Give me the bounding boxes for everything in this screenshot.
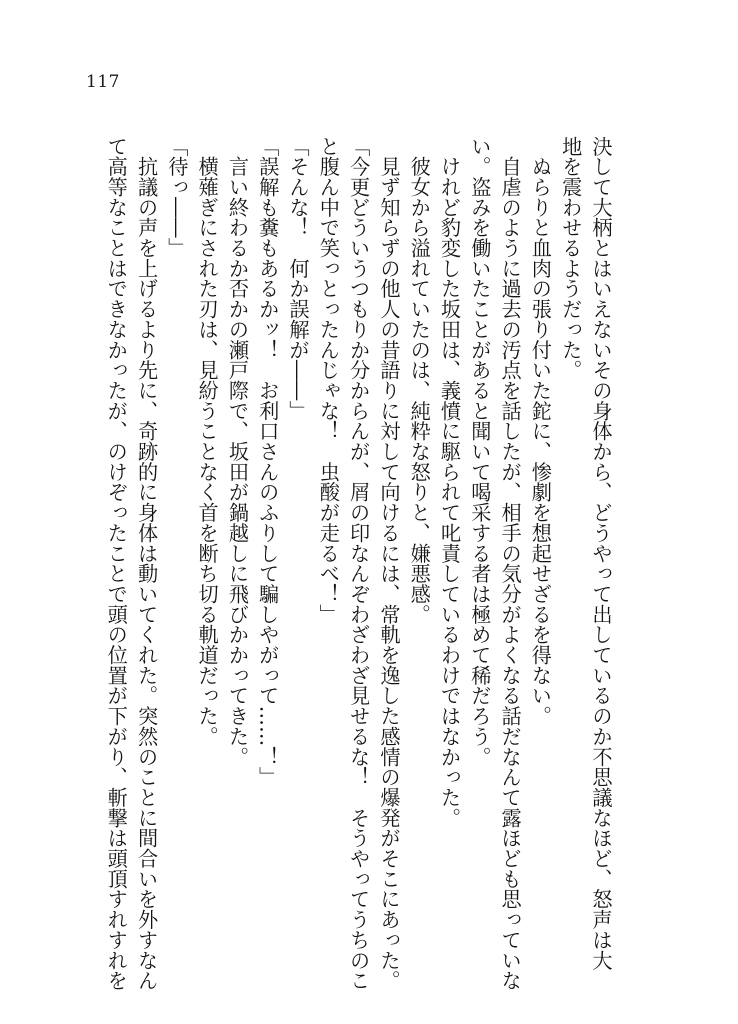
vertical-body-text [104, 136, 616, 991]
text-line: 地を震わせるようだった。 [558, 136, 583, 381]
text-line: 見ず知らずの他人の昔語りに対して向けるには、常軌を逸した感情の爆発がそこにあった。 [376, 136, 401, 991]
page-number: 117 [86, 72, 120, 92]
text-line: い。盗みを働いたことがあると聞いて喝采する者は極めて稀だろう。 [467, 136, 492, 767]
text-line: 「誤解も糞もあるかッ！ お利口さんのふりして騙しやがって……！」 [255, 136, 280, 788]
text-line: ぬらりと血肉の張り付いた鉈に、惨劇を想起せざるを得ない。 [528, 136, 553, 727]
text-line: て高等なことはできなかったが、のけぞったことで頭の位置が下がり、斬撃は頭頂すれすれを [104, 136, 129, 991]
text-line: 横薙ぎにされた刃は、見紛うことなく首を断ち切る軌道だった。 [195, 136, 220, 747]
text-line: けれど豹変した坂田は、義憤に駆られて叱責しているわけではなかった。 [437, 136, 462, 828]
text-line: 「今更どういうつもりか分からんが、屑の印なんぞわざわざ見せるな！ そうやってうちのこ [346, 136, 371, 991]
text-line: 抗議の声を上げるより先に、奇跡的に身体は動いてくれた。突然のことに間合いを外すなん [134, 136, 159, 991]
text-line: 「待っ――」 [164, 136, 189, 259]
text-line: 自虐のように過去の汚点を話したが、相手の気分がよくなる話だなんて露ほども思っていな [498, 136, 523, 991]
text-line: 言い終わるか否かの瀬戸際で、坂田が鍋越しに飛びかかってきた。 [225, 136, 250, 767]
text-line: 彼女から溢れていたのは、純粋な怒りと、嫌悪感。 [407, 136, 432, 625]
text-line: 決して大柄とはいえないその身体から、どうやって出しているのか不思議なほど、怒声は大 [589, 136, 613, 971]
text-line: と腹ん中で笑っとったんじゃな！ 虫酸が走るべ！」 [316, 136, 341, 625]
text-line: 「そんな！ 何か誤解が――」 [286, 136, 311, 421]
